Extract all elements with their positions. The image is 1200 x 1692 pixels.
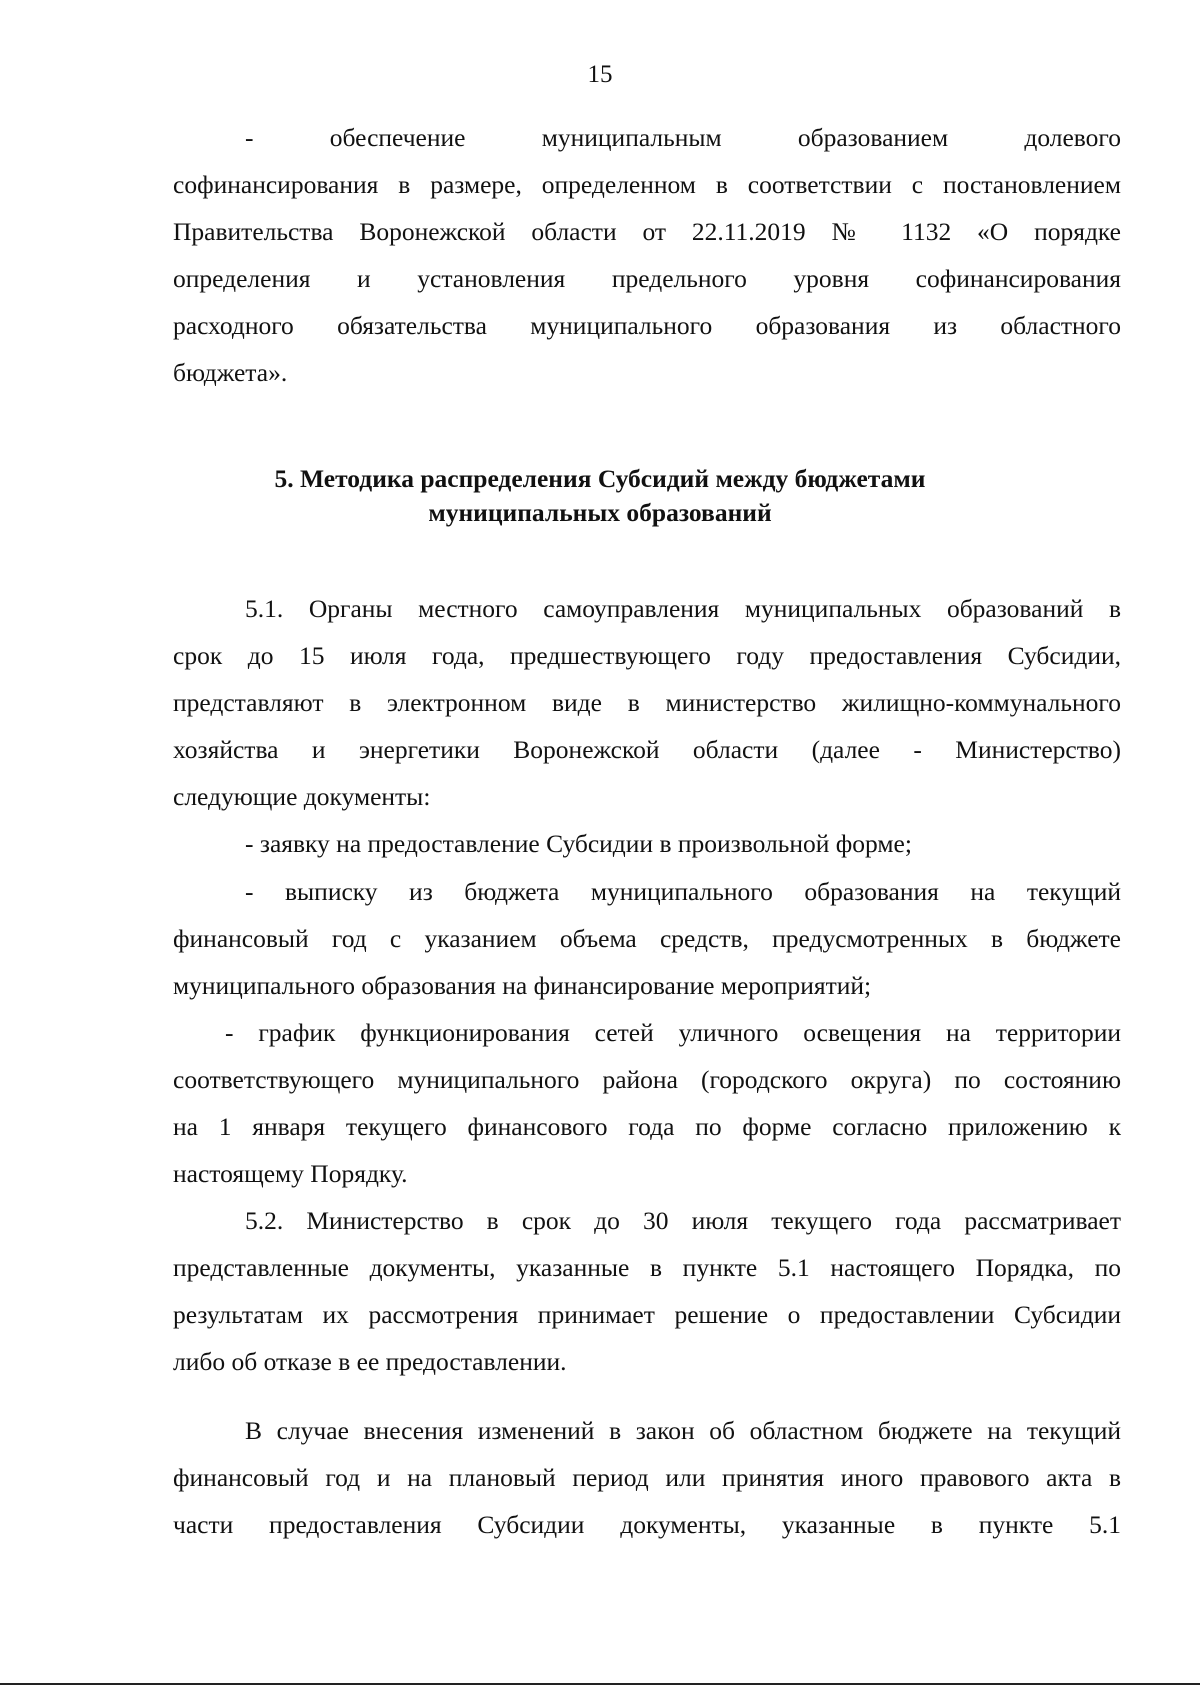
list-item-line: муниципального образования на финансирование мероприятий;: [173, 971, 872, 1000]
paragraph-line: срок до 15 июля года, предшествующего году предоставления Субсидии,: [173, 641, 1121, 670]
section-heading: муниципальных образований: [428, 498, 772, 527]
list-item-line: соответствующего муниципального района (городского округа) по состоянию: [173, 1065, 1121, 1094]
paragraph-line: следующие документы:: [173, 782, 431, 811]
paragraph-line: представляют в электронном виде в министерство жилищно-коммунального: [173, 688, 1121, 717]
paragraph-line: софинансирования в размере, определенном в соответствии с постановлением: [173, 170, 1121, 199]
bottom-rule: [0, 1683, 1200, 1685]
list-item: - график функционирования сетей уличного освещения на территории: [225, 1018, 1121, 1047]
list-item-line: настоящему Порядку.: [173, 1159, 408, 1188]
paragraph-line: В случае внесения изменений в закон об областном бюджете на текущий: [245, 1416, 1121, 1445]
list-item: - выписку из бюджета муниципального образования на текущий: [245, 877, 1121, 906]
paragraph-line: Правительства Воронежской области от 22.11.2019 № 1132 «О порядке: [173, 217, 1121, 246]
paragraph-line: хозяйства и энергетики Воронежской области (далее - Министерство): [173, 735, 1121, 764]
paragraph-line: представленные документы, указанные в пункте 5.1 настоящего Порядка, по: [173, 1253, 1121, 1282]
paragraph-line: 5.1. Органы местного самоуправления муниципальных образований в: [245, 594, 1121, 623]
list-item: - заявку на предоставление Субсидии в произвольной форме;: [245, 829, 912, 858]
list-item-line: на 1 января текущего финансового года по форме согласно приложению к: [173, 1112, 1121, 1141]
paragraph-line: расходного обязательства муниципального образования из областного: [173, 311, 1121, 340]
paragraph-line: определения и установления предельного уровня софинансирования: [173, 264, 1121, 293]
paragraph-line: либо об отказе в ее предоставлении.: [173, 1347, 567, 1376]
paragraph-line: финансовый год и на плановый период или принятия иного правового акта в: [173, 1463, 1121, 1492]
paragraph-line: части предоставления Субсидии документы, указанные в пункте 5.1: [173, 1510, 1121, 1539]
paragraph-line: 5.2. Министерство в срок до 30 июля текущего года рассматривает: [245, 1206, 1121, 1235]
page-number: 15: [587, 61, 613, 88]
paragraph-line: бюджета».: [173, 358, 288, 387]
paragraph-line: результатам их рассмотрения принимает решение о предоставлении Субсидии: [173, 1300, 1121, 1329]
section-heading: 5. Методика распределения Субсидий между бюджетами: [274, 464, 926, 493]
list-item-line: финансовый год с указанием объема средств, предусмотренных в бюджете: [173, 924, 1121, 953]
paragraph-line: - обеспечение муниципальным образованием долевого: [245, 123, 1121, 152]
